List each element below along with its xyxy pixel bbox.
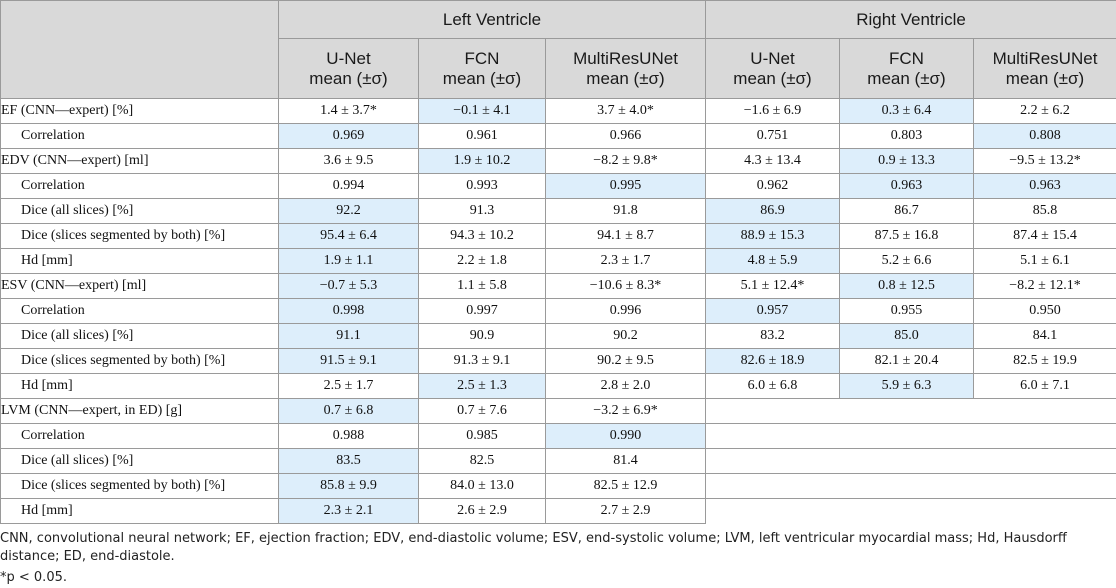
table-cell: 0.962 — [706, 174, 840, 199]
table-cell: 0.950 — [974, 299, 1116, 324]
table-cell: 0.803 — [840, 124, 974, 149]
table-cell: 2.8 ± 2.0 — [546, 374, 706, 399]
table-cell: 91.3 — [419, 199, 546, 224]
row-label: EF (CNN—expert) [%] — [1, 99, 279, 124]
row-label: Hd [mm] — [1, 499, 279, 524]
table-row — [1, 299, 1116, 324]
abbreviations-footnote: CNN, convolutional neural network; EF, ejection fraction; EDV, end-diastolic volume; ESV, end-systolic volume; LVM, left ventricular myocardial mass; Hd, Hausdorff distance; ED, end-diastole. — [0, 531, 1067, 564]
table-cell: 6.0 ± 7.1 — [974, 374, 1116, 399]
table-cell: 1.9 ± 1.1 — [279, 249, 419, 274]
table-cell: 0.969 — [279, 124, 419, 149]
table-row — [1, 249, 1116, 274]
table-cell: 91.5 ± 9.1 — [279, 349, 419, 374]
row-label: Correlation — [1, 424, 279, 449]
table-cell: 86.9 — [706, 199, 840, 224]
table-cell: 0.990 — [546, 424, 706, 449]
table-cell: 94.3 ± 10.2 — [419, 224, 546, 249]
table-cell: 90.2 — [546, 324, 706, 349]
column-header-lv-fcn — [419, 39, 546, 99]
group-header-left-ventricle: Left Ventricle — [279, 1, 706, 39]
row-label: Dice (slices segmented by both) [%] — [1, 349, 279, 374]
column-header-rv-fcn — [840, 39, 974, 99]
empty-cell — [706, 474, 1116, 499]
table-cell: 0.963 — [974, 174, 1116, 199]
table-row — [1, 349, 1116, 374]
table-row — [1, 124, 1116, 149]
table-row — [1, 424, 1116, 449]
table-cell: 91.8 — [546, 199, 706, 224]
column-header-lv-unet — [279, 39, 419, 99]
column-header-rv-unet — [706, 39, 840, 99]
table-row — [1, 449, 1116, 474]
table-cell: 0.9 ± 13.3 — [840, 149, 974, 174]
row-label: LVM (CNN—expert, in ED) [g] — [1, 399, 279, 424]
table-cell: −10.6 ± 8.3* — [546, 274, 706, 299]
table-cell: 82.6 ± 18.9 — [706, 349, 840, 374]
table-row — [1, 399, 1116, 424]
row-label: Dice (all slices) [%] — [1, 449, 279, 474]
table-cell: 0.994 — [279, 174, 419, 199]
table-cell: 0.995 — [546, 174, 706, 199]
table-cell: 0.751 — [706, 124, 840, 149]
table-cell: 83.2 — [706, 324, 840, 349]
table-cell: 2.5 ± 1.3 — [419, 374, 546, 399]
column-stat: mean (±σ) — [1005, 68, 1085, 88]
table-cell: −0.1 ± 4.1 — [419, 99, 546, 124]
table-cell: 0.997 — [419, 299, 546, 324]
table-cell: 0.7 ± 7.6 — [419, 399, 546, 424]
table-cell: 84.0 ± 13.0 — [419, 474, 546, 499]
table-cell: −3.2 ± 6.9* — [546, 399, 706, 424]
table-cell: 3.6 ± 9.5 — [279, 149, 419, 174]
table-cell: 83.5 — [279, 449, 419, 474]
row-label: Dice (all slices) [%] — [1, 324, 279, 349]
column-stat: mean (±σ) — [867, 68, 946, 88]
column-stat: mean (±σ) — [733, 68, 812, 88]
table-cell: −9.5 ± 13.2* — [974, 149, 1116, 174]
table-cell: 0.966 — [546, 124, 706, 149]
row-label: ESV (CNN—expert) [ml] — [1, 274, 279, 299]
empty-cell — [706, 449, 1116, 474]
row-label: Dice (slices segmented by both) [%] — [1, 224, 279, 249]
table-row — [1, 324, 1116, 349]
table-cell: 0.985 — [419, 424, 546, 449]
table-row — [1, 149, 1116, 174]
table-cell: 1.1 ± 5.8 — [419, 274, 546, 299]
column-stat: mean (±σ) — [586, 68, 665, 88]
table-cell: 85.0 — [840, 324, 974, 349]
column-name: FCN — [464, 48, 500, 68]
table-cell: −8.2 ± 12.1* — [974, 274, 1116, 299]
table-row — [1, 274, 1116, 299]
table-cell: 87.5 ± 16.8 — [840, 224, 974, 249]
table-cell: 0.993 — [419, 174, 546, 199]
table-cell: 1.9 ± 10.2 — [419, 149, 546, 174]
column-name: U-Net — [750, 48, 795, 68]
table-cell: 2.6 ± 2.9 — [419, 499, 546, 524]
table-cell: −1.6 ± 6.9 — [706, 99, 840, 124]
table-cell: 90.9 — [419, 324, 546, 349]
row-label: Hd [mm] — [1, 374, 279, 399]
table-cell: 5.1 ± 6.1 — [974, 249, 1116, 274]
table-cell: 0.996 — [546, 299, 706, 324]
table-row — [1, 374, 1116, 399]
table-row — [1, 224, 1116, 249]
table-cell: 85.8 ± 9.9 — [279, 474, 419, 499]
table-cell: 0.8 ± 12.5 — [840, 274, 974, 299]
column-stat: mean (±σ) — [442, 68, 522, 88]
table-cell: 0.998 — [279, 299, 419, 324]
column-header-rv-multiresunet — [974, 39, 1116, 99]
empty-cell — [706, 424, 1116, 449]
column-name: MultiResUNet — [992, 48, 1098, 68]
row-label: Dice (all slices) [%] — [1, 199, 279, 224]
table-cell: 81.4 — [546, 449, 706, 474]
group-header-row — [1, 1, 1116, 39]
table-cell: 92.2 — [279, 199, 419, 224]
table-cell: 87.4 ± 15.4 — [974, 224, 1116, 249]
group-header-right-ventricle: Right Ventricle — [706, 1, 1116, 39]
row-label: Correlation — [1, 124, 279, 149]
table-cell: 85.8 — [974, 199, 1116, 224]
table-cell: 0.957 — [706, 299, 840, 324]
table-row — [1, 174, 1116, 199]
table-row — [1, 474, 1116, 499]
table-cell: 2.2 ± 6.2 — [974, 99, 1116, 124]
table-cell: 5.1 ± 12.4* — [706, 274, 840, 299]
table-cell: 82.5 ± 12.9 — [546, 474, 706, 499]
table-row — [1, 499, 1116, 524]
column-name: FCN — [889, 48, 924, 68]
corner-header-cell — [1, 1, 279, 99]
table-cell: 82.5 ± 19.9 — [974, 349, 1116, 374]
table-cell: 84.1 — [974, 324, 1116, 349]
row-label: Correlation — [1, 174, 279, 199]
table-cell: 86.7 — [840, 199, 974, 224]
row-label: Dice (slices segmented by both) [%] — [1, 474, 279, 499]
table-cell: 94.1 ± 8.7 — [546, 224, 706, 249]
empty-cell — [706, 399, 1116, 424]
row-label: Hd [mm] — [1, 249, 279, 274]
table-cell: 2.7 ± 2.9 — [546, 499, 706, 524]
column-name: MultiResUNet — [573, 48, 678, 68]
table-cell: 95.4 ± 6.4 — [279, 224, 419, 249]
table-cell: −0.7 ± 5.3 — [279, 274, 419, 299]
empty-cell — [706, 499, 1116, 524]
column-header-lv-multiresunet — [546, 39, 706, 99]
table-cell: 0.963 — [840, 174, 974, 199]
table-cell: 82.1 ± 20.4 — [840, 349, 974, 374]
table-cell: 4.8 ± 5.9 — [706, 249, 840, 274]
table-cell: 4.3 ± 13.4 — [706, 149, 840, 174]
table-cell: 91.1 — [279, 324, 419, 349]
table-cell: 0.988 — [279, 424, 419, 449]
table-cell: 0.7 ± 6.8 — [279, 399, 419, 424]
column-name: U-Net — [326, 48, 371, 68]
table-cell: 90.2 ± 9.5 — [546, 349, 706, 374]
table-cell: 0.961 — [419, 124, 546, 149]
table-row — [1, 199, 1116, 224]
table-cell: 2.5 ± 1.7 — [279, 374, 419, 399]
column-stat: mean (±σ) — [309, 68, 388, 88]
table-cell: 5.2 ± 6.6 — [840, 249, 974, 274]
table-cell: −8.2 ± 9.8* — [546, 149, 706, 174]
table-cell: 2.3 ± 1.7 — [546, 249, 706, 274]
table-cell: 0.3 ± 6.4 — [840, 99, 974, 124]
table-cell: 2.2 ± 1.8 — [419, 249, 546, 274]
results-table-body — [1, 99, 1116, 524]
table-cell: 88.9 ± 15.3 — [706, 224, 840, 249]
row-label: EDV (CNN—expert) [ml] — [1, 149, 279, 174]
table-cell: 2.3 ± 2.1 — [279, 499, 419, 524]
table-cell: 5.9 ± 6.3 — [840, 374, 974, 399]
table-row — [1, 99, 1116, 124]
row-label: Correlation — [1, 299, 279, 324]
table-cell: 6.0 ± 6.8 — [706, 374, 840, 399]
table-cell: 0.955 — [840, 299, 974, 324]
table-cell: 82.5 — [419, 449, 546, 474]
table-cell: 3.7 ± 4.0* — [546, 99, 706, 124]
significance-footnote: *p < 0.05. — [0, 570, 67, 585]
table-cell: 0.808 — [974, 124, 1116, 149]
table-cell: 91.3 ± 9.1 — [419, 349, 546, 374]
table-cell: 1.4 ± 3.7* — [279, 99, 419, 124]
